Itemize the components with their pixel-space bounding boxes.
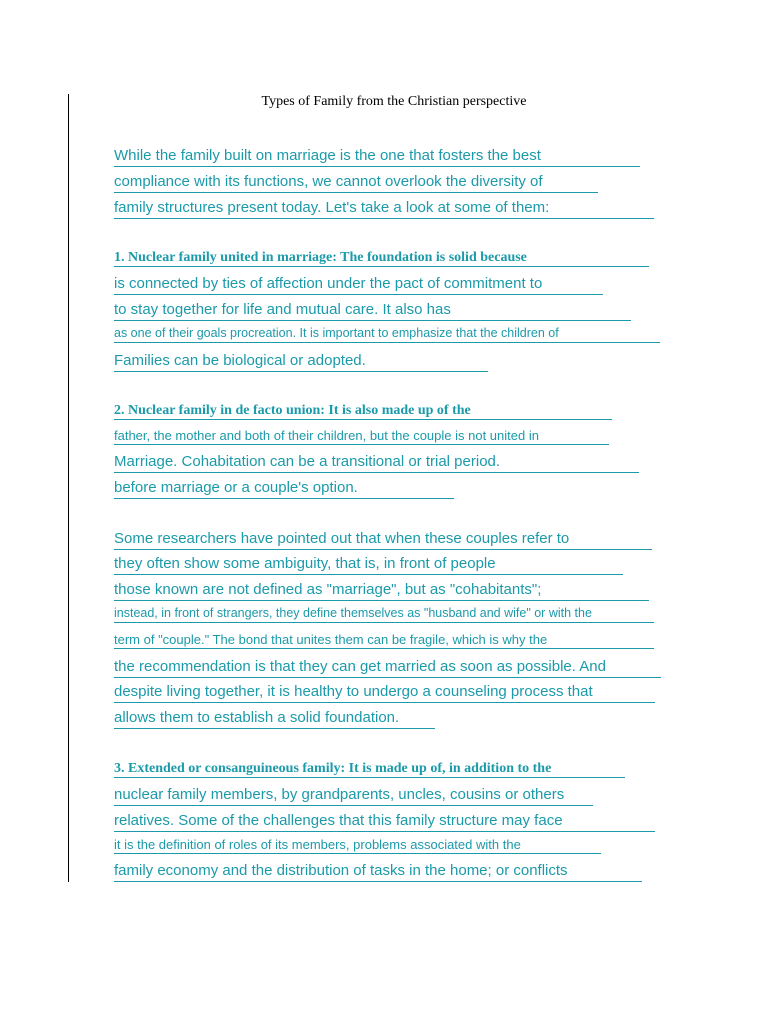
paragraph-line: instead, in front of strangers, they define themselves as "husband and wife" or with the (114, 607, 654, 623)
document-title: Types of Family from the Christian perspective (261, 94, 527, 109)
paragraph-line: before marriage or a couple's option. (114, 480, 454, 499)
section-heading-line: 2. Nuclear family in de facto union: It is also made up of the (114, 403, 612, 420)
paragraph-line: While the family built on marriage is the one that fosters the best (114, 148, 640, 167)
section-heading-line: 3. Extended or consanguineous family: It is made up of, in addition to the (114, 761, 625, 778)
paragraph-line: family structures present today. Let's take a look at some of them: (114, 200, 654, 219)
paragraph-line: nuclear family members, by grandparents, uncles, cousins or others (114, 787, 593, 806)
paragraph-line: father, the mother and both of their children, but the couple is not united in (114, 429, 609, 445)
paragraph-line: to stay together for life and mutual care. It also has (114, 302, 631, 321)
paragraph-line: term of "couple." The bond that unites them can be fragile, which is why the (114, 633, 654, 649)
paragraph-line: Some researchers have pointed out that when these couples refer to (114, 531, 652, 550)
paragraph-line: despite living together, it is healthy to undergo a counseling process that (114, 684, 655, 703)
paragraph-line: is connected by ties of affection under the pact of commitment to (114, 276, 603, 295)
paragraph-line: compliance with its functions, we cannot overlook the diversity of (114, 174, 598, 193)
paragraph-line: Families can be biological or adopted. (114, 353, 488, 372)
paragraph-line: the recommendation is that they can get married as soon as possible. And (114, 659, 661, 678)
margin-rule (68, 94, 69, 882)
paragraph-line: those known are not defined as "marriage", but as "cohabitants"; (114, 582, 649, 601)
paragraph-line: family economy and the distribution of tasks in the home; or conflicts (114, 863, 642, 882)
paragraph-line: as one of their goals procreation. It is important to emphasize that the children of (114, 327, 660, 343)
paragraph-line: allows them to establish a solid foundation. (114, 710, 435, 729)
paragraph-line: it is the definition of roles of its members, problems associated with the (114, 838, 601, 854)
paragraph-line: relatives. Some of the challenges that this family structure may face (114, 813, 655, 832)
section-heading-line: 1. Nuclear family united in marriage: The foundation is solid because (114, 250, 649, 267)
paragraph-line: Marriage. Cohabitation can be a transitional or trial period. (114, 454, 639, 473)
paragraph-line: they often show some ambiguity, that is, in front of people (114, 556, 623, 575)
